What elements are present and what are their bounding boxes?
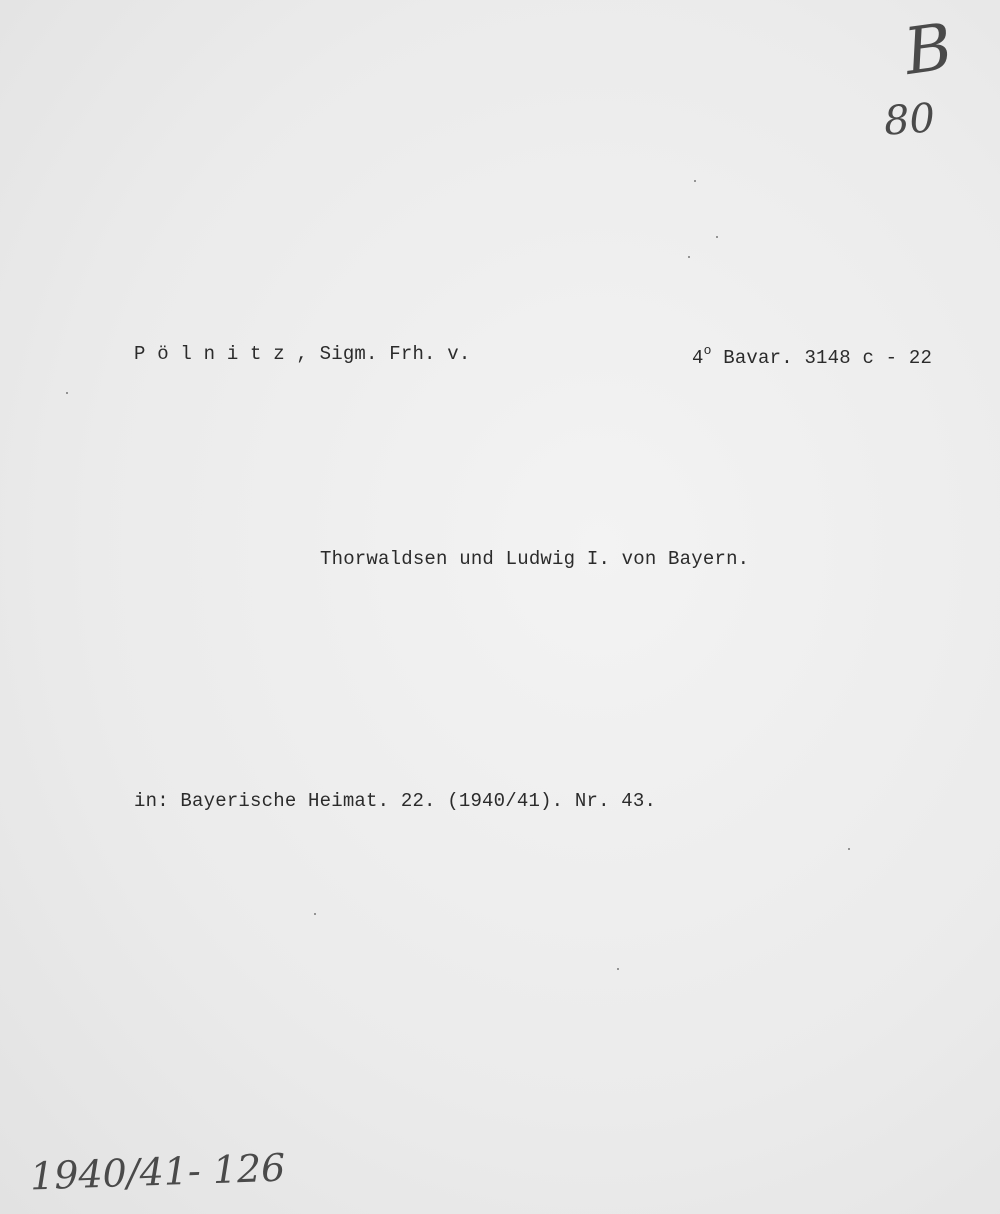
paper-speck	[848, 848, 850, 850]
shelfmark	[692, 343, 932, 369]
handwritten-accession-number: 1940/41- 126	[29, 1145, 287, 1199]
paper-speck	[314, 913, 316, 915]
handwritten-letter-mark: B	[900, 10, 957, 90]
shelfmark-rest: Bavar. 3148 c - 22	[711, 347, 933, 369]
title-line: Thorwaldsen und Ludwig I. von Bayern.	[320, 548, 750, 570]
handwritten-number-mark: 80	[882, 95, 937, 145]
paper-speck	[66, 392, 68, 394]
paper-speck	[617, 968, 619, 970]
paper-speck	[694, 180, 696, 182]
shelfmark-prefix: 4	[692, 347, 704, 369]
paper-speck	[716, 236, 718, 238]
shelfmark-degree: o	[703, 343, 712, 358]
paper-speck	[688, 256, 690, 258]
author-line: P ö l n i t z , Sigm. Frh. v.	[134, 343, 471, 365]
source-line: in: Bayerische Heimat. 22. (1940/41). Nr. 43.	[134, 790, 657, 812]
